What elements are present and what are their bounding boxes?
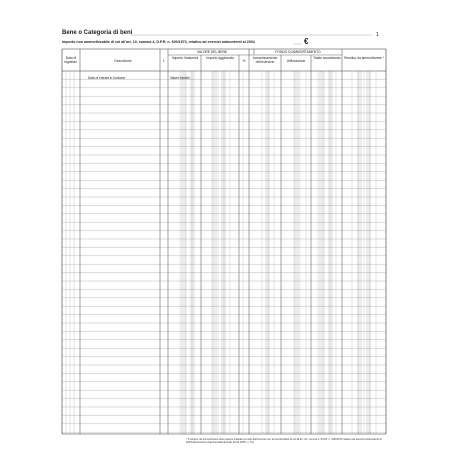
col-header-importo-aggiornato: Importo aggiornato bbox=[206, 56, 234, 60]
shaded-column-band bbox=[366, 71, 371, 434]
shaded-column-band bbox=[319, 71, 324, 434]
col-header-f: f. bbox=[163, 59, 165, 63]
shaded-column-band bbox=[190, 71, 195, 434]
page-title: Bene o Categoria di beni bbox=[62, 30, 133, 36]
row1-value: Valore iniziale bbox=[170, 76, 190, 80]
col-header-accantonamento: Accantonamento dell'esercizio bbox=[252, 56, 278, 64]
col-header-fondo-ammortamento: FONDO DI AMMORTAMENTO bbox=[275, 50, 321, 54]
footnote: * Il residuo da ammortizzare deve essere indicato al netto dell'importo non ammortizzabile di cui all'art. 10, comma 4, D.P.R. n. 600/1973 relativo ad esercizi antecedenti al 2004 (Risoluzione Agenzia delle Entrate 22.04.2005, n. 51) bbox=[186, 438, 382, 445]
row1-description: Data di entrata in funzione bbox=[88, 76, 126, 80]
page-subtitle: Importo non ammortizzabile di cui all'art. 10, comma 4, D.P.R. n. 600/1973, relativo ad esercizi antecedenti al 2004 bbox=[62, 40, 255, 44]
page-number: 1 bbox=[376, 32, 379, 38]
shaded-column-band bbox=[294, 71, 299, 434]
shaded-column-band bbox=[212, 71, 217, 434]
col-header-data-registraz: Data di registraz. bbox=[64, 56, 78, 64]
shaded-column-band bbox=[181, 71, 186, 434]
col-header-utilizzazione: Utilizzazione bbox=[286, 59, 306, 63]
shaded-column-band bbox=[221, 71, 226, 434]
col-header-residuo: Residuo da ammortizzare * bbox=[344, 56, 384, 60]
col-header-valore-del-bene: VALORE DEL BENE bbox=[196, 50, 228, 54]
col-header-importo-variazioni: Importo Variazioni bbox=[171, 56, 199, 60]
col-header-percent: % bbox=[242, 59, 246, 63]
col-header-totale-accantonato: Totale accantonato bbox=[313, 56, 341, 60]
shaded-column-band bbox=[328, 71, 333, 434]
euro-symbol: € bbox=[304, 37, 309, 46]
col-header-descrizione: Descrizione bbox=[114, 59, 132, 63]
shaded-column-band bbox=[265, 71, 270, 434]
shaded-column-band bbox=[357, 71, 362, 434]
